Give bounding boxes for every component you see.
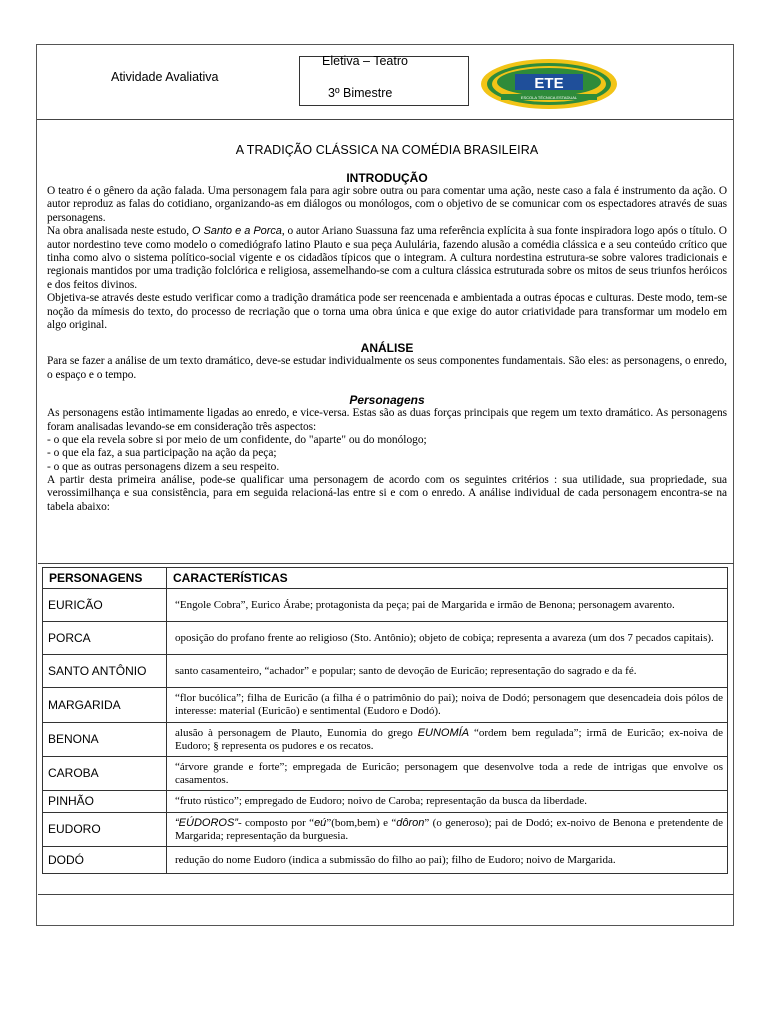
column-header-characters: PERSONAGENS [43,568,167,589]
school-logo [479,58,619,110]
character-name: PINHÃO [43,791,167,813]
character-name: EURICÃO [43,589,167,622]
table-row [43,757,728,791]
characters-table [42,567,728,874]
logo-subtext: ESCOLA TÉCNICA ESTADUAL [520,95,578,100]
character-traits: “fruto rústico”; empregado de Eudoro; noivo de Caroba; representação da busca da liberdade. [167,791,728,813]
document-page [36,44,734,926]
table-section [38,563,734,867]
character-name: DODÓ [43,847,167,874]
character-traits: redução do nome Eudoro (indica a submissão do filho ao pai); filho de Eudoro; noivo de Margarida. [167,847,728,874]
document-body [47,143,727,514]
elective-box [299,56,469,106]
intro-heading: INTRODUÇÃO [346,171,428,185]
character-traits: alusão à personagem de Plauto, Eunomia do grego EUNOMÍA “ordem bem regulada”; irmã de Euricão; ex-noiva de Eudoro; § representa os pudores e os recatos. [167,723,728,757]
characters-paragraph-2: A partir desta primeira análise, pode-se qualificar uma personagem de acordo com os seguintes critérios : sua utilidade, sua propriedade, sua verossimilhança e sua consistência, para em seguida relacioná-las entre si e com o enredo. A análise individual de cada personagem encontra-se na tabela abaixo: [47,473,727,513]
characters-heading: Personagens [349,393,425,408]
work-title: O Santo e a Porca [191,225,282,238]
elective-label: Eletiva – Teatro [322,54,408,68]
character-name: CAROBA [43,757,167,791]
character-name: MARGARIDA [43,688,167,723]
intro-paragraph-2: Na obra analisada neste estudo, O Santo e a Porca, o autor Ariano Suassuna faz uma referência explícita à sua fonte inspiradora logo após o título. O autor nordestino teve como modelo o comediógrafo latino Plauto e sua peça Aululária, fazendo alusão a comédia clássica e a seu conteúdo crítico que tinha como alvo o sistema político-social vigente e os cidadãos típicos que o integram. A cultura nordestina estrutura-se sobre valores tradicionais e regionais mantidos por uma tradição folclórica e religiosa, assemelhando-se com a cultura clássica estruturada sobre os mitos de seus triunfos heróicos e dos feitos divinos. [47,225,727,291]
aspect-bullet: - o que as outras personagens dizem a seu respeito. [47,460,280,473]
document-title: A TRADIÇÃO CLÁSSICA NA COMÉDIA BRASILEIRA [235,143,539,157]
table-row [43,589,728,622]
table-header-row [43,568,728,589]
table-row [43,791,728,813]
column-header-traits: CARACTERÍSTICAS [167,568,728,589]
characters-paragraph-1: As personagens estão intimamente ligadas ao enredo, e vice-versa. Estas são as duas forças principais que regem um texto dramático. As personagens foram analisadas levando-se em consideração três aspectos: [47,407,727,433]
table-bottom-rule [38,894,734,895]
header [37,45,733,120]
table-row [43,655,728,688]
character-traits: “Engole Cobra”, Eurico Árabe; protagonista da peça; pai de Margarida e irmão de Benona; personagem avarento. [167,589,728,622]
table-row [43,723,728,757]
aspect-bullet: - o que ela revela sobre si por meio de um confidente, do "aparte" ou do monólogo; [47,434,427,447]
character-name: BENONA [43,723,167,757]
intro-paragraph-1: O teatro é o gênero da ação falada. Uma personagem fala para agir sobre outra ou para comentar uma ação, neste caso a fala é instrumento da ação. O autor reproduz as falas do cotidiano, organizando-as em diálogos ou monólogos, com o objetivo de se comunicar com os espectadores através de suas personagens. [47,185,727,224]
character-traits: “EÚDOROS”- composto por “eú”(bom,bem) e “dôron” (o generoso); pai de Dodó; ex-noivo de Benona e pretendente de Margarida; representação da burguesia. [167,813,728,847]
character-traits: oposição do profano frente ao religioso (Sto. Antônio); objeto de cobiça; representa a avareza (um dos 7 pecados capitais). [167,622,728,655]
character-name: SANTO ANTÔNIO [43,655,167,688]
character-name: PORCA [43,622,167,655]
bimester-label: 3º Bimestre [328,86,393,100]
intro-paragraph-3: Objetiva-se através deste estudo verificar como a tradição dramática pode ser reencenada e ambientada a outras épocas e culturas. Deste modo, tem-se noção da mímesis do texto, do processo de recriação que o torna uma obra única e que exige do autor criatividade para transformar um modelo em algo original. [47,292,727,332]
character-traits: “flor bucólica”; filha de Euricão (a filha é o patrimônio do pai); noiva de Dodó; personagem que desencadeia dois pólos de interesse: material (Euricão) e sentimental (Eudoro e Dodó). [167,688,728,723]
aspect-bullet: - o que ela faz, a sua participação na ação da peça; [47,447,277,460]
activity-label: Atividade Avaliativa [111,70,219,84]
analysis-heading: ANÁLISE [360,341,414,356]
table-row [43,847,728,874]
logo-text: ETE [534,75,564,92]
table-row [43,622,728,655]
table-row [43,688,728,723]
analysis-paragraph: Para se fazer a análise de um texto dramático, deve-se estudar individualmente os seus componentes fundamentais. São eles: as personagens, o enredo, o espaço e o tempo. [47,355,727,381]
table-row [43,813,728,847]
character-traits: santo casamenteiro, “achador” e popular; santo de devoção de Euricão; representação do sagrado e da fé. [167,655,728,688]
character-name: EUDORO [43,813,167,847]
character-traits: “árvore grande e forte”; empregada de Euricão; personagem que desenvolve toda a rede de intrigas que envolve os casamentos. [167,757,728,791]
